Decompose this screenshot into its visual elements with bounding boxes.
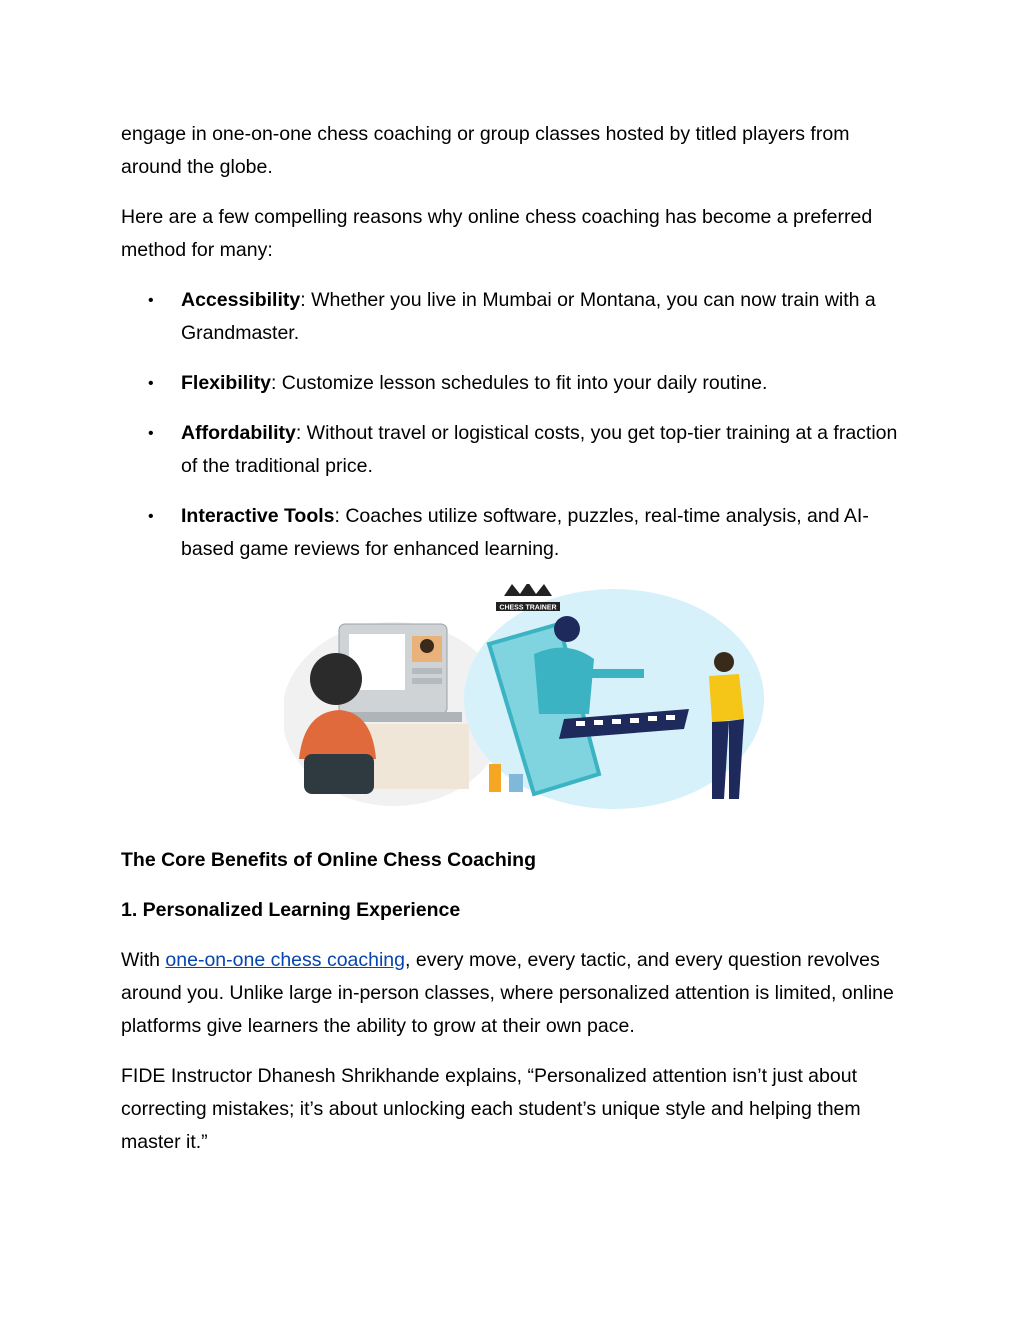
reason-text: : Coaches utilize software, puzzles, real-time analysis, and AI-based game reviews for enhanced learning.	[181, 505, 869, 560]
child-chair	[304, 754, 374, 794]
square	[576, 721, 585, 726]
square	[648, 716, 657, 721]
student-shirt	[709, 674, 744, 722]
reason-text: : Customize lesson schedules to fit into your daily routine.	[270, 372, 768, 394]
chess-coaching-illustration	[284, 584, 764, 814]
square	[630, 718, 639, 723]
reason-text: : Without travel or logistical costs, you get top-tier training at a fraction of the traditional price.	[181, 422, 898, 477]
logo-text: CHESS TRAINER	[499, 604, 557, 612]
student-leg	[712, 721, 729, 799]
personalized-paragraph	[121, 944, 911, 1043]
reason-text: : Whether you live in Mumbai or Montana, you can now train with a Grandmaster.	[181, 289, 876, 344]
mug-icon	[509, 774, 523, 792]
chat-line	[412, 678, 442, 684]
reasons-list	[121, 284, 911, 566]
list-item	[121, 417, 911, 483]
chat-line	[412, 668, 442, 674]
cup-icon	[489, 764, 501, 792]
coach-body	[534, 648, 594, 714]
intro-paragraph-2: Here are a few compelling reasons why online chess coaching has become a preferred method for many:	[121, 206, 873, 261]
crown-logo-icon	[504, 584, 552, 596]
paragraph-text-before: With	[121, 949, 166, 971]
section-heading: The Core Benefits of Online Chess Coaching	[121, 849, 536, 871]
reason-title: Interactive Tools	[181, 505, 335, 527]
bullet-icon: •	[148, 375, 154, 392]
quote-paragraph: FIDE Instructor Dhanesh Shrikhande explains, “Personalized attention isn’t just about correcting mistakes; it’s about unlocking each student’s unique style and helping them master it.”	[121, 1065, 861, 1153]
subsection-heading: 1. Personalized Learning Experience	[121, 899, 461, 921]
student-leg	[729, 719, 744, 799]
paragraph-text-after: , every move, every tactic, and every question revolves around you. Unlike large in-person classes, where personalized attention is limited, online platforms give learners the ability to grow at their own pace.	[121, 949, 894, 1037]
student-head	[714, 652, 734, 672]
reason-title: Affordability	[181, 422, 296, 444]
list-item	[121, 500, 911, 566]
intro-paragraph-1: engage in one-on-one chess coaching or group classes hosted by titled players from around the globe.	[121, 123, 850, 178]
reason-title: Accessibility	[181, 289, 301, 311]
square	[666, 715, 675, 720]
coach-arm	[589, 669, 644, 678]
child-head	[310, 653, 362, 705]
illustration-svg	[284, 584, 764, 814]
list-item	[121, 284, 911, 350]
list-item	[121, 367, 911, 400]
coach-avatar	[420, 639, 434, 653]
one-on-one-coaching-link[interactable]: one-on-one chess coaching	[165, 949, 406, 971]
square	[594, 720, 603, 725]
bullet-icon: •	[148, 425, 154, 442]
bullet-icon: •	[148, 292, 154, 309]
coach-head	[554, 616, 580, 642]
document-page	[121, 118, 911, 1159]
reason-title: Flexibility	[181, 372, 271, 394]
square	[612, 719, 621, 724]
bullet-icon: •	[148, 508, 154, 525]
